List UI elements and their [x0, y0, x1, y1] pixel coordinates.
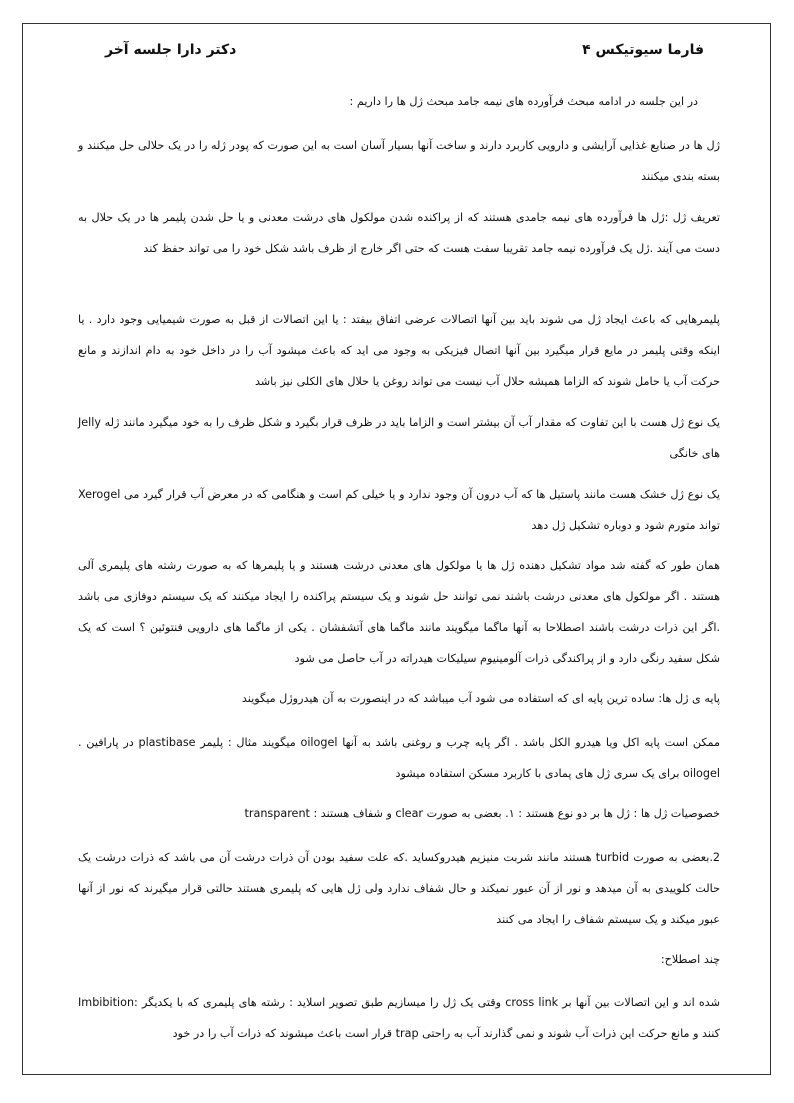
paragraph-turbid: 2.بعضی به صورت turbid هستند مانند شربت منیزیم هیدروکساید .که علت سفید بودن آن ذرات درشت آن می باشد که ذرات درشت یک حالت کلوییدی به آن میدهد و نور از آن عبور نمیکند و حال شفاف ندارد ولی ژل هایی که پلیمری هستند حالتی قرار میگیرند که نور از آنها عبور میکند و یک سیستم شفاف را ایجاد می کنند — [78, 851, 721, 926]
paragraph-jelly: Jelly یک نوع ژل هست با این تفاوت که مقدار آب آن بیشتر است و الزاما باید در ظرف قرار بگیرد و شکل ظرف را به خود میگیرد مانند ژله های خانگی — [78, 416, 720, 460]
paragraph-gel-definition: تعریف ژل :ژل ها فرآورده های نیمه جامدی هستند که از پراکنده شدن مولکول های درشت معدنی و یا حل شدن پلیمر ها در یک حلال به دست می آیند .ژل یک فرآورده نیمه جامد تقریبا سفت هست که حتی اگر خارج از ظرف باشد شکل خود را می تواند حفظ کند — [78, 211, 720, 255]
course-title: فارما سیوتیکس ۴ — [582, 42, 704, 58]
paragraph-intro: در این جلسه در ادامه مبحث فرآورده های نیمه جامد مبحث ژل ها را داریم : — [349, 95, 698, 108]
lecturer-session: دکتر دارا جلسه آخر — [105, 42, 237, 58]
paragraph-imbibition: Imbibition: وقتی یک ژل را میسازیم طبق تصویر اسلاید : رشته های پلیمری که با یکدیگر cross link شده اند و این اتصالات بین آنها بر قرار است باعث میشوند که ذرات آب را در خود trap کنند و مانع حرکت این ذرات آب شوند و نمی گذارند آب به راحتی — [78, 996, 720, 1040]
paragraph-terms-heading: چند اصطلاح: — [660, 953, 720, 966]
paragraph-gel-properties: خصوصیات ژل ها : ژل ها بر دو نوع هستند : ۱. بعضی به صورت clear و شفاف هستند : transparent — [244, 807, 720, 820]
paragraph-gel-uses: ژل ها در صنایع غذایی آرایشی و دارویی کاربرد دارند و ساخت آنها بسیار آسان است به این صورت که پودر ژله را در یک حلالی حل میکنند و بسته بندی میکنند — [78, 139, 720, 183]
paragraph-components: همان طور که گفته شد مواد تشکیل دهنده ژل ها یا مولکول های معدنی درشت هستند و یا پلیمرها که به صورت رشته های پلیمری آلی هستند . اگر مولکول های معدنی درشت باشند نمی توانند حل شوند و یک سیستم پراکنده را ایجاد میکنند که یک سیستم دوفازی می باشد .اگر این ذرات درشت باشند اصطلاحا به آنها ماگما میگویند مانند ماگما های آتشفشان . یکی از ماگما های دارویی فنتوئین ؟ است که یک شکل سفید رنگی دارد و از پراکندگی ذرات آلومینیوم سیلیکات هیدراته در آب حاصل می شود — [78, 559, 720, 665]
paragraph-gel-base: پایه ی ژل ها: ساده ترین پایه ای که استفاده می شود آب میباشد که در اینصورت به آن هیدروژل میگویند — [241, 692, 720, 705]
paragraph-polymers: پلیمرهایی که باعث ایجاد ژل می شوند باید بین آنها اتصالات عرضی اتفاق بیفتد : یا این اتصالات از قبل به صورت شیمیایی وجود دارد . یا اینکه وقتی پلیمر در مایع قرار میگیرد بین آنها اتصال فیزیکی به وجود می اید که باعث میشود آب را در داخل خود به دام اندازند و مانع حرکت آب یا حامل شوند که الزاما همیشه حلال آب نیست می تواند روغن یا حلال های الکلی نیز باشد — [78, 313, 720, 388]
paragraph-xerogel: Xerogel یک نوع ژل خشک هست مانند پاستیل ها که آب درون آن وجود ندارد و یا خیلی کم است و هنگامی که در معرض آب قرار گیرد می تواند متورم شود و دوباره تشکیل ژل دهد — [78, 488, 720, 532]
paragraph-oilogel: ممکن است پایه اکل ویا هیدرو الکل باشد . اگر پایه چرب و روغنی باشد به آنها oilogel میگویند مثال : پلیمر plastibase در پارافین . oilogel برای یک سری ژل های پمادی با کاربرد مسکن استفاده میشود — [78, 736, 720, 780]
